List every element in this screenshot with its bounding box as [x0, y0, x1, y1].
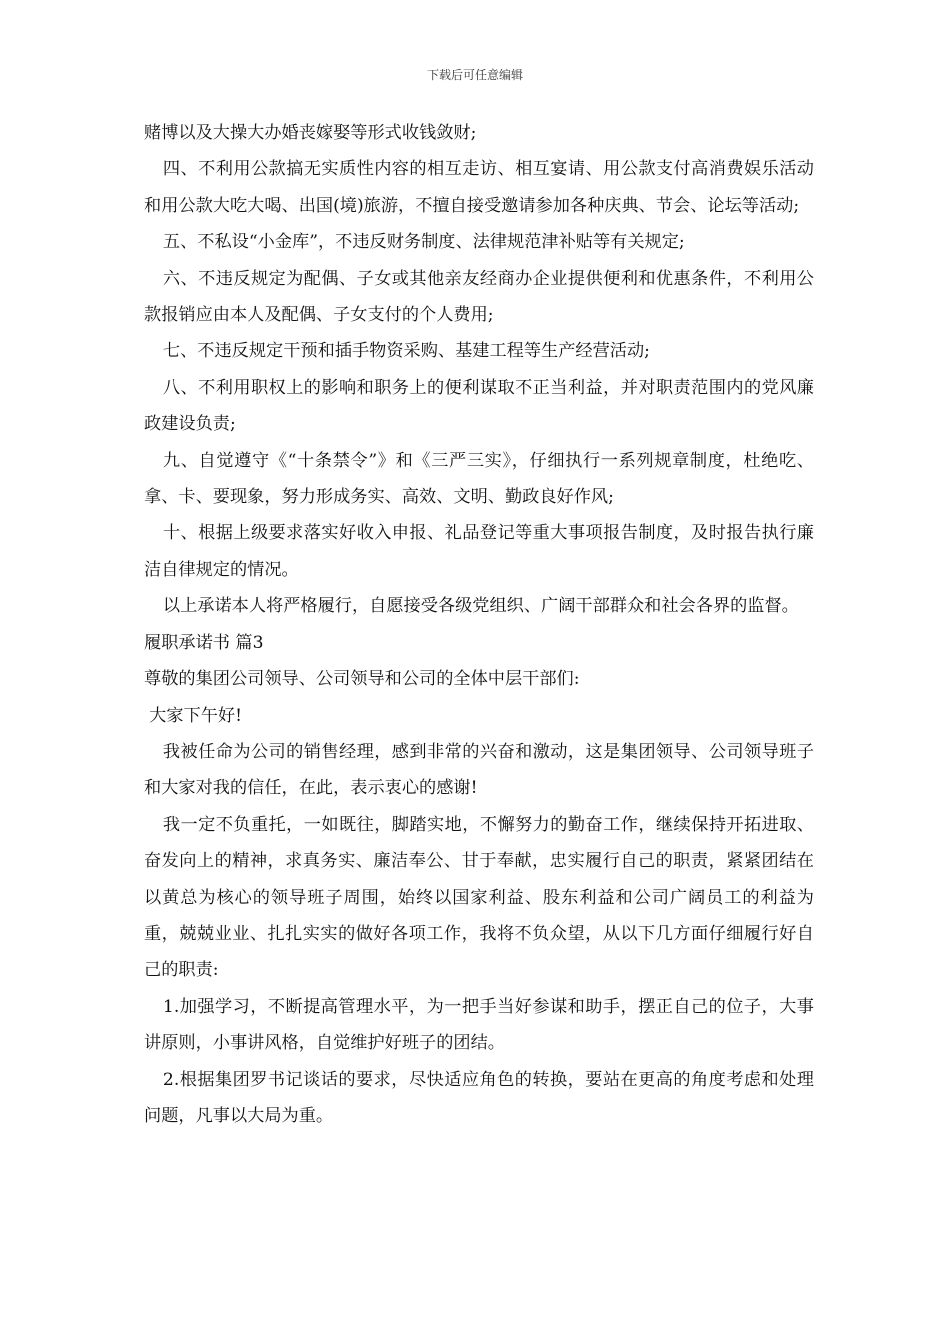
paragraph-duty-2: 2.根据集团罗书记谈话的要求，尽快适应角色的转换，要站在更高的角度考虑和处理问题，凡事以大局为重。 [144, 1069, 814, 1126]
page-header-note: 下载后可任意编辑 [426, 68, 523, 82]
document-body [144, 115, 814, 1134]
paragraph-item-8: 八、不利用职权上的影响和职务上的便利谋取不正当利益，并对职责范围内的党风廉政建设负责; [144, 377, 814, 435]
paragraph-item-5: 五、不私设“小金库”，不违反财务制度、法律规范津补贴等有关规定; [162, 232, 685, 253]
paragraph-item-6: 六、不违反规定为配偶、子女或其他亲友经商办企业提供便利和优惠条件，不利用公款报销应由本人及配偶、子女支付的个人费用; [144, 268, 814, 326]
salutation: 尊敬的集团公司领导、公司领导和公司的全体中层干部们: [144, 669, 580, 690]
greeting: 大家下午好! [149, 705, 243, 726]
paragraph-gambling-clause: 赌博以及大操大办婚丧嫁娶等形式收钱敛财; [144, 123, 477, 143]
paragraph-pledge: 我一定不负重托，一如既往，脚踏实地，不懈努力的勤奋工作，继续保持开拓进取、奋发向上的精神，求真务实、廉洁奉公、甘于奉献，忠实履行自己的职责，紧紧团结在以黄总为核心的领导班子周围，始终以国家利益、股东利益和公司广阔员工的利益为重，兢兢业业、扎扎实实的做好各项工作，我将不负众望，从以下几方面仔细履行好自己的职责: [144, 814, 814, 981]
section-title: 履职承诺书 篇3 [144, 632, 264, 653]
paragraph-item-4: 四、不利用公款搞无实质性内容的相互走访、相互宴请、用公款支付高消费娱乐活动和用公款大吃大喝、出国(境)旅游，不擅自接受邀请参加各种庆典、节会、论坛等活动; [144, 159, 814, 216]
paragraph-item-10: 十、根据上级要求落实好收入申报、礼品登记等重大事项报告制度，及时报告执行廉洁自律规定的情况。 [144, 523, 814, 580]
paragraph-item-7: 七、不违反规定干预和插手物资采购、基建工程等生产经营活动; [162, 341, 650, 362]
paragraph-commitment-closing: 以上承诺本人将严格履行，自愿接受各级党组织、广阔干部群众和社会各界的监督。 [162, 596, 799, 617]
paragraph-appointment: 我被任命为公司的销售经理，感到非常的兴奋和激动，这是集团领导、公司领导班子和大家对我的信任，在此，表示衷心的感谢! [144, 741, 814, 799]
paragraph-duty-1: 1.加强学习，不断提高管理水平，为一把手当好参谋和助手，摆正自己的位子，大事讲原则，小事讲风格，自觉维护好班子的团结。 [144, 996, 814, 1054]
paragraph-item-9: 九、自觉遵守《“十条禁令”》和《三严三实》，仔细执行一系列规章制度，杜绝吃、拿、卡、要现象，努力形成务实、高效、文明、勤政良好作风; [144, 450, 814, 508]
